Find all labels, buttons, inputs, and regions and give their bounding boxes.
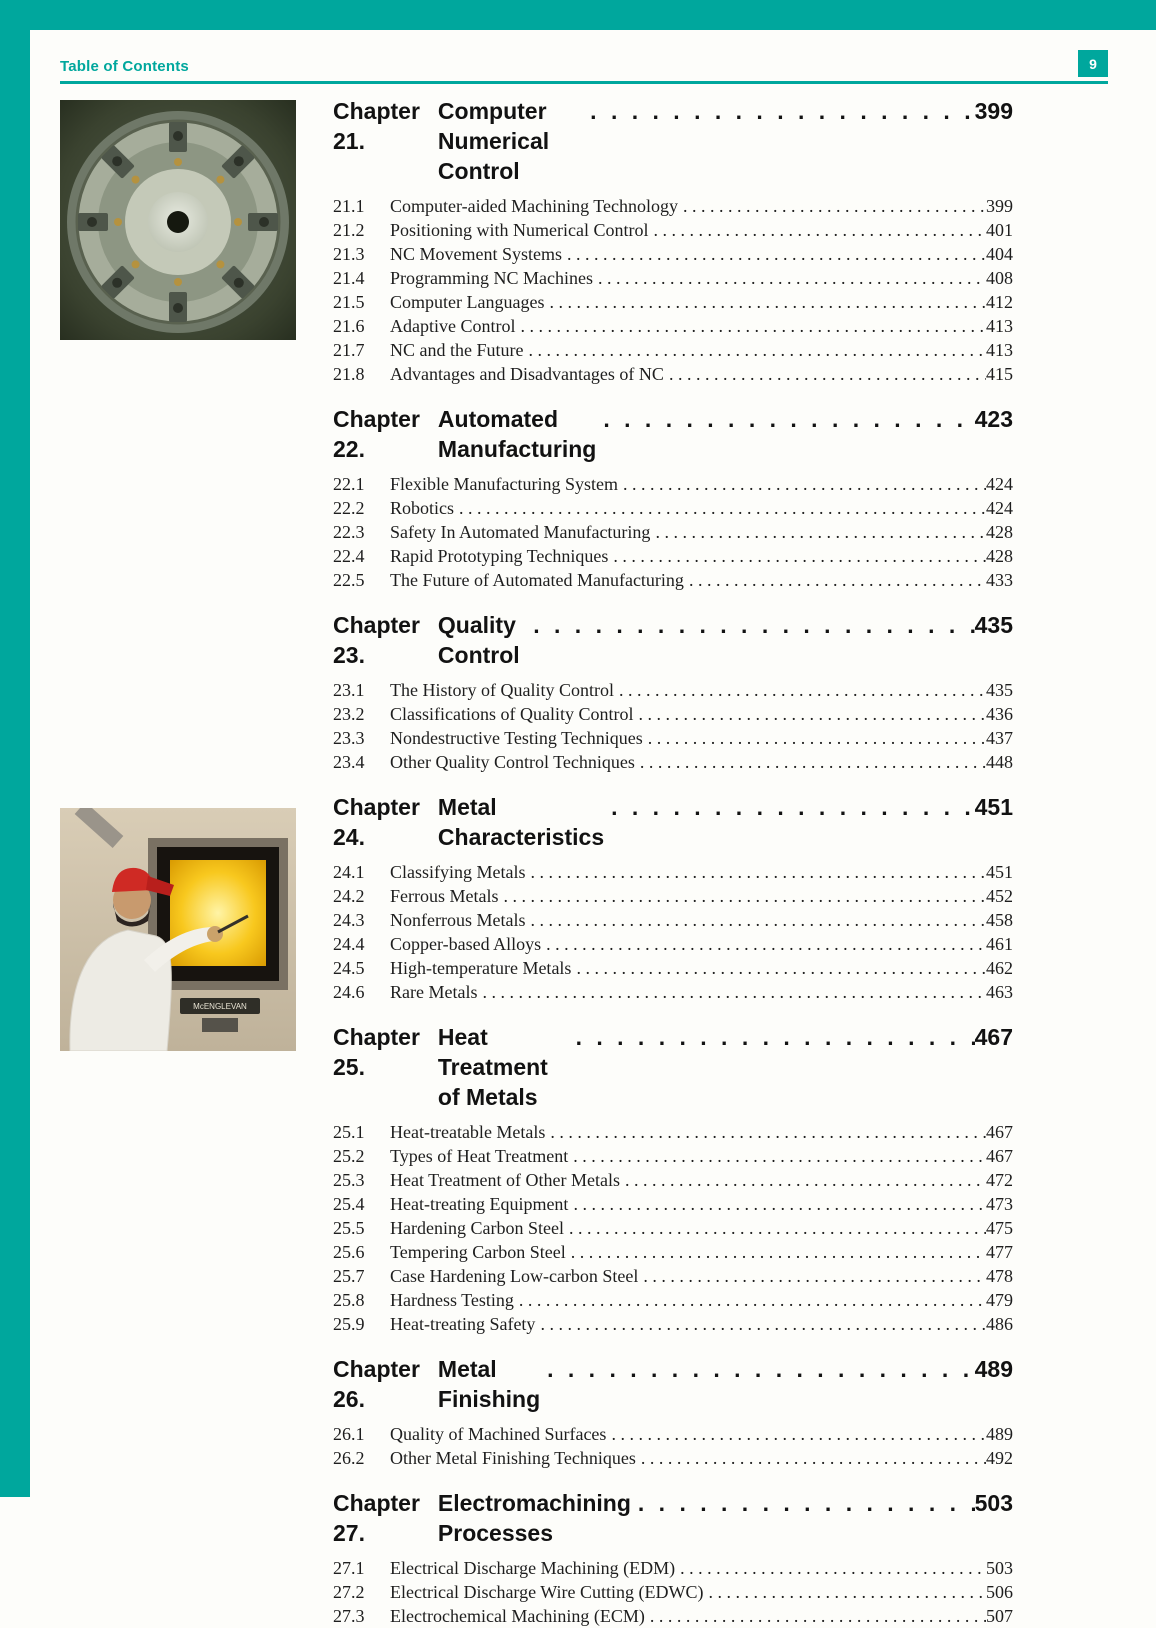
toc-entry <box>333 218 1013 242</box>
dot-leader <box>523 338 986 362</box>
section-page-number: 448 <box>986 752 1013 772</box>
section-number: 25.9 <box>333 1314 365 1334</box>
section-page-number: 463 <box>986 982 1013 1002</box>
toc-entry <box>333 1446 1013 1470</box>
chapter-heading <box>333 1488 1013 1548</box>
section-page-number: 412 <box>986 292 1013 312</box>
chapter-block <box>333 792 1013 1004</box>
section-number: 24.2 <box>333 886 365 906</box>
toc-entry <box>333 520 1013 544</box>
chapter-heading <box>333 610 1013 670</box>
top-accent-bar <box>0 0 1156 30</box>
toc-entry <box>333 1168 1013 1192</box>
section-page-number: 413 <box>986 340 1013 360</box>
chapter-title: Automated Manufacturing <box>437 406 597 462</box>
dot-leader <box>633 702 986 726</box>
dot-leader <box>636 1446 986 1470</box>
section-title: Classifications of Quality Control <box>390 704 634 724</box>
toc-entry <box>333 242 1013 266</box>
chapter-title: Quality Control <box>437 612 520 668</box>
chapter-title: Metal Finishing <box>437 1356 541 1412</box>
dot-leader <box>664 362 986 386</box>
section-number: 23.1 <box>333 680 365 700</box>
section-title: Computer-aided Machining Technology <box>390 196 678 216</box>
dot-leader <box>568 1144 986 1168</box>
section-number: 23.4 <box>333 752 365 772</box>
toc-entry <box>333 1580 1013 1604</box>
section-title: Robotics <box>390 498 455 518</box>
toc-entry <box>333 678 1013 702</box>
dot-leader <box>638 1264 986 1288</box>
section-title: Heat-treatable Metals <box>390 1122 546 1142</box>
chapter-block <box>333 1488 1013 1628</box>
dot-leader <box>675 1556 986 1580</box>
chapter-heading <box>333 96 1013 186</box>
dot-leader <box>596 404 974 434</box>
toc-entry <box>333 338 1013 362</box>
section-page-number: 506 <box>986 1582 1013 1602</box>
chapter-page-number: 435 <box>974 612 1013 638</box>
chapter-page-number: 489 <box>974 1356 1013 1382</box>
section-number: 23.3 <box>333 728 365 748</box>
heat-treatment-illustration <box>60 808 296 1051</box>
section-title: Electrical Discharge Machining (EDM) <box>390 1558 676 1578</box>
section-number: 22.3 <box>333 522 365 542</box>
toc-entry <box>333 956 1013 980</box>
chapter-page-number: 467 <box>974 1024 1013 1050</box>
section-page-number: 428 <box>986 546 1013 566</box>
toc-entry <box>333 1144 1013 1168</box>
chapter-label: Chapter 22. <box>333 406 420 462</box>
section-title: Computer Languages <box>390 292 545 312</box>
section-page-number: 489 <box>986 1424 1013 1444</box>
dot-leader <box>583 96 974 126</box>
chapter-block <box>333 404 1013 592</box>
section-title: Other Metal Finishing Techniques <box>390 1448 636 1468</box>
chapter-title: Metal Characteristics <box>437 794 605 850</box>
dot-leader <box>643 726 986 750</box>
chapter-page-number: 423 <box>974 406 1013 432</box>
chapter-title: Electromachining Processes <box>437 1490 631 1546</box>
section-number: 24.4 <box>333 934 365 954</box>
section-number: 25.3 <box>333 1170 365 1190</box>
section-number: 21.6 <box>333 316 365 336</box>
section-number: 21.1 <box>333 196 365 216</box>
section-title: Quality of Machined Surfaces <box>390 1424 607 1444</box>
section-page-number: 503 <box>986 1558 1013 1578</box>
dot-leader <box>541 932 986 956</box>
section-number: 21.3 <box>333 244 365 264</box>
section-number: 27.2 <box>333 1582 365 1602</box>
dot-leader <box>514 1288 986 1312</box>
toc-entry <box>333 568 1013 592</box>
section-title: Classifying Metals <box>390 862 526 882</box>
chapter-heading <box>333 404 1013 464</box>
section-number: 21.8 <box>333 364 365 384</box>
toc-list <box>333 96 1013 1628</box>
chapter-heading <box>333 1022 1013 1112</box>
section-page-number: 492 <box>986 1448 1013 1468</box>
section-number: 25.6 <box>333 1242 365 1262</box>
cnc-fixture-illustration <box>60 100 296 340</box>
dot-leader <box>631 1488 975 1518</box>
section-page-number: 461 <box>986 934 1013 954</box>
section-title: Programming NC Machines <box>390 268 593 288</box>
toc-entry <box>333 884 1013 908</box>
chapter-label: Chapter 25. <box>333 1024 420 1080</box>
header-title: Table of Contents <box>60 58 189 75</box>
toc-entry <box>333 1312 1013 1336</box>
toc-entry <box>333 1216 1013 1240</box>
section-title: Electrochemical Machining (ECM) <box>390 1606 645 1626</box>
dot-leader <box>704 1580 986 1604</box>
toc-entry <box>333 1288 1013 1312</box>
dot-leader <box>544 290 986 314</box>
toc-entry <box>333 194 1013 218</box>
section-page-number: 415 <box>986 364 1013 384</box>
toc-entry <box>333 314 1013 338</box>
section-title: Positioning with Numerical Control <box>390 220 649 240</box>
dot-leader <box>614 678 986 702</box>
dot-leader <box>620 1168 986 1192</box>
section-number: 25.5 <box>333 1218 365 1238</box>
section-page-number: 472 <box>986 1170 1013 1190</box>
section-number: 24.6 <box>333 982 365 1002</box>
section-number: 24.3 <box>333 910 365 930</box>
section-number: 25.7 <box>333 1266 365 1286</box>
page-header <box>60 50 1108 84</box>
section-title: Heat Treatment of Other Metals <box>390 1170 620 1190</box>
page-number-badge: 9 <box>1078 50 1108 77</box>
dot-leader <box>678 194 986 218</box>
section-page-number: 408 <box>986 268 1013 288</box>
photo-cnc-fixture <box>60 100 296 340</box>
toc-entry <box>333 702 1013 726</box>
section-title: Ferrous Metals <box>390 886 499 906</box>
chapter-title: Heat Treatment of Metals <box>437 1024 548 1110</box>
section-page-number: 436 <box>986 704 1013 724</box>
section-page-number: 433 <box>986 570 1013 590</box>
dot-leader <box>545 1120 986 1144</box>
section-number: 25.2 <box>333 1146 365 1166</box>
toc-entry <box>333 1422 1013 1446</box>
toc-entry <box>333 496 1013 520</box>
chapter-heading <box>333 1354 1013 1414</box>
section-title: NC and the Future <box>390 340 524 360</box>
dot-leader <box>593 266 986 290</box>
section-number: 21.2 <box>333 220 365 240</box>
section-page-number: 507 <box>986 1606 1013 1626</box>
dot-leader <box>566 1240 986 1264</box>
chapter-label: Chapter 23. <box>333 612 420 668</box>
toc-entry <box>333 1192 1013 1216</box>
dot-leader <box>650 520 986 544</box>
section-title: Electrical Discharge Wire Cutting (EDWC) <box>390 1582 704 1602</box>
toc-entry <box>333 544 1013 568</box>
section-page-number: 413 <box>986 316 1013 336</box>
toc-entry <box>333 362 1013 386</box>
toc-entry <box>333 1240 1013 1264</box>
section-page-number: 437 <box>986 728 1013 748</box>
section-number: 24.1 <box>333 862 365 882</box>
section-number: 21.7 <box>333 340 365 360</box>
dot-leader <box>635 750 986 774</box>
dot-leader <box>684 568 986 592</box>
section-page-number: 475 <box>986 1218 1013 1238</box>
section-page-number: 467 <box>986 1146 1013 1166</box>
dot-leader <box>618 472 986 496</box>
toc-entry <box>333 1264 1013 1288</box>
section-title: Nondestructive Testing Techniques <box>390 728 643 748</box>
section-number: 22.4 <box>333 546 365 566</box>
section-page-number: 478 <box>986 1266 1013 1286</box>
section-page-number: 452 <box>986 886 1013 906</box>
dot-leader <box>525 908 986 932</box>
section-number: 25.8 <box>333 1290 365 1310</box>
section-number: 27.3 <box>333 1606 365 1626</box>
chapter-label: Chapter 27. <box>333 1490 420 1546</box>
section-title: NC Movement Systems <box>390 244 563 264</box>
dot-leader <box>515 314 986 338</box>
toc-entry <box>333 932 1013 956</box>
section-title: Copper-based Alloys <box>390 934 542 954</box>
section-page-number: 435 <box>986 680 1013 700</box>
section-title: Rare Metals <box>390 982 478 1002</box>
dot-leader <box>568 1192 986 1216</box>
section-page-number: 424 <box>986 498 1013 518</box>
toc-entry <box>333 1120 1013 1144</box>
section-page-number: 424 <box>986 474 1013 494</box>
section-page-number: 428 <box>986 522 1013 542</box>
dot-leader <box>649 218 987 242</box>
dot-leader <box>604 792 975 822</box>
section-page-number: 404 <box>986 244 1013 264</box>
chapter-heading <box>333 792 1013 852</box>
section-number: 21.5 <box>333 292 365 312</box>
section-page-number: 479 <box>986 1290 1013 1310</box>
left-accent-bar <box>0 0 30 1497</box>
toc-entry <box>333 860 1013 884</box>
section-page-number: 401 <box>986 220 1013 240</box>
toc-entry <box>333 750 1013 774</box>
toc-entry <box>333 290 1013 314</box>
furnace-plaque-label: McENGLEVAN <box>193 1002 247 1011</box>
section-number: 26.1 <box>333 1424 365 1444</box>
section-number: 22.5 <box>333 570 365 590</box>
dot-leader <box>571 956 986 980</box>
chapter-title: Computer Numerical Control <box>437 98 550 184</box>
section-title: High-temperature Metals <box>390 958 572 978</box>
section-page-number: 462 <box>986 958 1013 978</box>
section-number: 26.2 <box>333 1448 365 1468</box>
chapter-block <box>333 1022 1013 1336</box>
toc-entry <box>333 908 1013 932</box>
section-title: Nonferrous Metals <box>390 910 526 930</box>
dot-leader <box>477 980 986 1004</box>
dot-leader <box>569 1022 975 1052</box>
section-title: Adaptive Control <box>390 316 516 336</box>
section-number: 21.4 <box>333 268 365 288</box>
section-number: 25.1 <box>333 1122 365 1142</box>
dot-leader <box>606 1422 986 1446</box>
section-title: The Future of Automated Manufacturing <box>390 570 684 590</box>
photo-heat-treatment <box>60 808 296 1051</box>
dot-leader <box>454 496 986 520</box>
dot-leader <box>645 1604 986 1628</box>
chapter-page-number: 451 <box>974 794 1013 820</box>
chapter-block <box>333 96 1013 386</box>
chapter-block <box>333 610 1013 774</box>
section-title: Case Hardening Low-carbon Steel <box>390 1266 639 1286</box>
section-title: Hardness Testing <box>390 1290 514 1310</box>
dot-leader <box>498 884 986 908</box>
dot-leader <box>526 860 987 884</box>
dot-leader <box>564 1216 986 1240</box>
dot-leader <box>535 1312 986 1336</box>
section-title: Tempering Carbon Steel <box>390 1242 566 1262</box>
dot-leader <box>526 610 974 640</box>
section-title: Flexible Manufacturing System <box>390 474 618 494</box>
section-title: Types of Heat Treatment <box>390 1146 569 1166</box>
section-page-number: 451 <box>986 862 1013 882</box>
chapter-label: Chapter 26. <box>333 1356 420 1412</box>
section-page-number: 477 <box>986 1242 1013 1262</box>
toc-entry <box>333 1556 1013 1580</box>
section-title: Advantages and Disadvantages of NC <box>390 364 664 384</box>
dot-leader <box>540 1354 975 1384</box>
section-title: Heat-treating Equipment <box>390 1194 569 1214</box>
toc-entry <box>333 980 1013 1004</box>
chapter-label: Chapter 21. <box>333 98 420 154</box>
toc-entry <box>333 1604 1013 1628</box>
section-title: Other Quality Control Techniques <box>390 752 635 772</box>
dot-leader <box>608 544 986 568</box>
section-title: The History of Quality Control <box>390 680 614 700</box>
dot-leader <box>562 242 986 266</box>
chapter-label: Chapter 24. <box>333 794 420 850</box>
section-page-number: 486 <box>986 1314 1013 1334</box>
section-title: Heat-treating Safety <box>390 1314 536 1334</box>
section-page-number: 467 <box>986 1122 1013 1142</box>
section-number: 22.2 <box>333 498 365 518</box>
section-page-number: 458 <box>986 910 1013 930</box>
section-page-number: 473 <box>986 1194 1013 1214</box>
section-title: Rapid Prototyping Techniques <box>390 546 609 566</box>
section-number: 23.2 <box>333 704 365 724</box>
section-number: 25.4 <box>333 1194 365 1214</box>
section-number: 27.1 <box>333 1558 365 1578</box>
toc-entry <box>333 266 1013 290</box>
section-page-number: 399 <box>986 196 1013 216</box>
section-number: 22.1 <box>333 474 365 494</box>
section-title: Hardening Carbon Steel <box>390 1218 564 1238</box>
section-number: 24.5 <box>333 958 365 978</box>
chapter-page-number: 399 <box>974 98 1013 124</box>
toc-entry <box>333 472 1013 496</box>
chapter-page-number: 503 <box>974 1490 1013 1516</box>
toc-entry <box>333 726 1013 750</box>
section-title: Safety In Automated Manufacturing <box>390 522 651 542</box>
chapter-block <box>333 1354 1013 1470</box>
